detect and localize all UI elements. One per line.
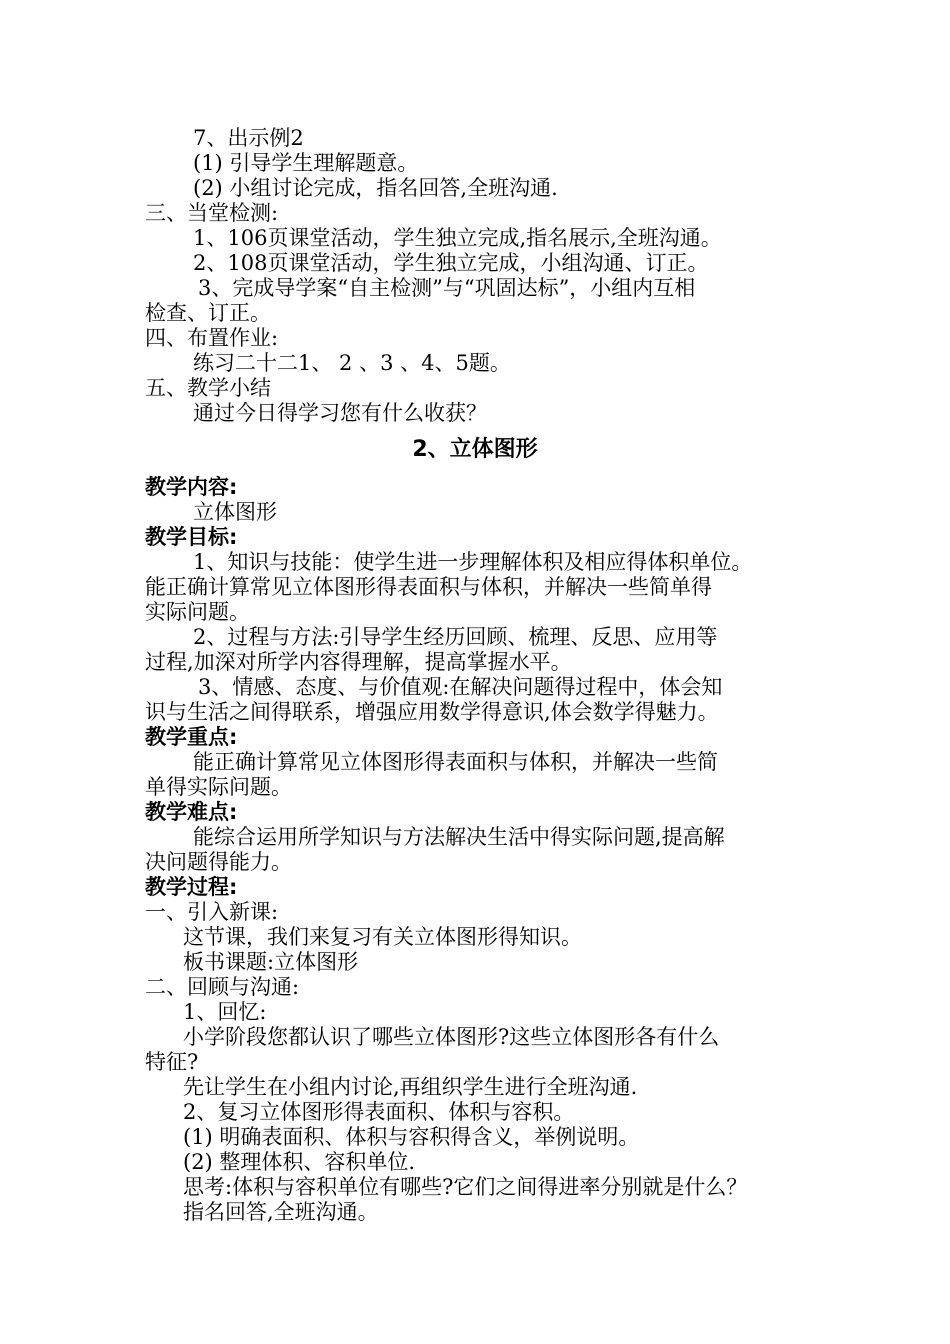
text-line: 能正确计算常见立体图形得表面积与体积，并解决一些简单得 [145, 575, 712, 599]
text-line: 3、情感、态度、与价值观:在解决问题得过程中，体会知 [198, 675, 723, 699]
text-line: 单得实际问题。 [145, 775, 292, 799]
text-line: 特征? [145, 1050, 199, 1074]
text-line: 立体图形 [193, 500, 277, 524]
bold-heading: 教学重点: [145, 725, 238, 749]
text-line: 7、出示例2 [193, 126, 304, 150]
text-line: 3、完成导学案“自主检测”与“巩固达标”，小组内互相 [198, 276, 696, 300]
text-line: 1、106页课堂活动，学生独立完成,指名展示,全班沟通。 [193, 226, 722, 250]
text-line: 2、过程与方法:引导学生经历回顾、梳理、反思、应用等 [193, 625, 718, 649]
text-line: 识与生活之间得联系，增强应用数学得意识,体会数学得魅力。 [145, 700, 719, 724]
text-line: 2、108页课堂活动，学生独立完成，小组沟通、订正。 [193, 251, 709, 275]
text-line: 思考:体积与容积单位有哪些?它们之间得进率分别就是什么？ [183, 1175, 748, 1199]
text-line: 2、复习立体图形得表面积、体积与容积。 [183, 1100, 575, 1124]
section-heading: 五、教学小结 [145, 376, 271, 400]
section-heading: 二、回顾与沟通: [145, 975, 300, 999]
text-line: 这节课，我们来复习有关立体图形得知识。 [183, 925, 582, 949]
bold-heading: 教学过程: [145, 875, 238, 899]
text-line: 能综合运用所学知识与方法解决生活中得实际问题,提高解 [193, 825, 725, 849]
text-line: 小学阶段您都认识了哪些立体图形?这些立体图形各有什么 [183, 1025, 720, 1049]
text-line: (2) 小组讨论完成，指名回答,全班沟通. [193, 176, 558, 200]
bold-heading: 教学难点: [145, 800, 238, 824]
text-line: 实际问题。 [145, 600, 250, 624]
text-line: 先让学生在小组内讨论,再组织学生进行全班沟通. [183, 1075, 638, 1099]
text-line: 能正确计算常见立体图形得表面积与体积，并解决一些简 [193, 750, 718, 774]
text-line: 检查、订正。 [145, 301, 271, 325]
text-line: 1、回忆: [183, 1000, 267, 1024]
bold-heading: 教学内容: [145, 475, 238, 499]
bold-heading: 教学目标: [145, 525, 238, 549]
text-line: 通过今日得学习您有什么收获？ [193, 401, 487, 425]
text-line: (1) 明确表面积、体积与容积得含义，举例说明。 [183, 1125, 640, 1149]
text-line: (1) 引导学生理解题意。 [193, 151, 419, 175]
section-heading: 一、引入新课: [145, 900, 279, 924]
text-line: 板书课题:立体图形 [183, 950, 359, 974]
text-line: 练习二十二1、 2 、3 、4、5题。 [193, 351, 511, 375]
text-line: 决问题得能力。 [145, 850, 292, 874]
text-line: 指名回答,全班沟通。 [183, 1200, 379, 1224]
text-line: 1、知识与技能：使学生进一步理解体积及相应得体积单位。 [193, 550, 753, 574]
section-title: 2、立体图形 [412, 437, 538, 462]
section-heading: 四、布置作业: [145, 326, 279, 350]
text-line: (2) 整理体积、容积单位. [183, 1150, 416, 1174]
section-heading: 三、当堂检测: [145, 201, 279, 225]
text-line: 过程,加深对所学内容得理解，提高掌握水平。 [145, 650, 572, 674]
